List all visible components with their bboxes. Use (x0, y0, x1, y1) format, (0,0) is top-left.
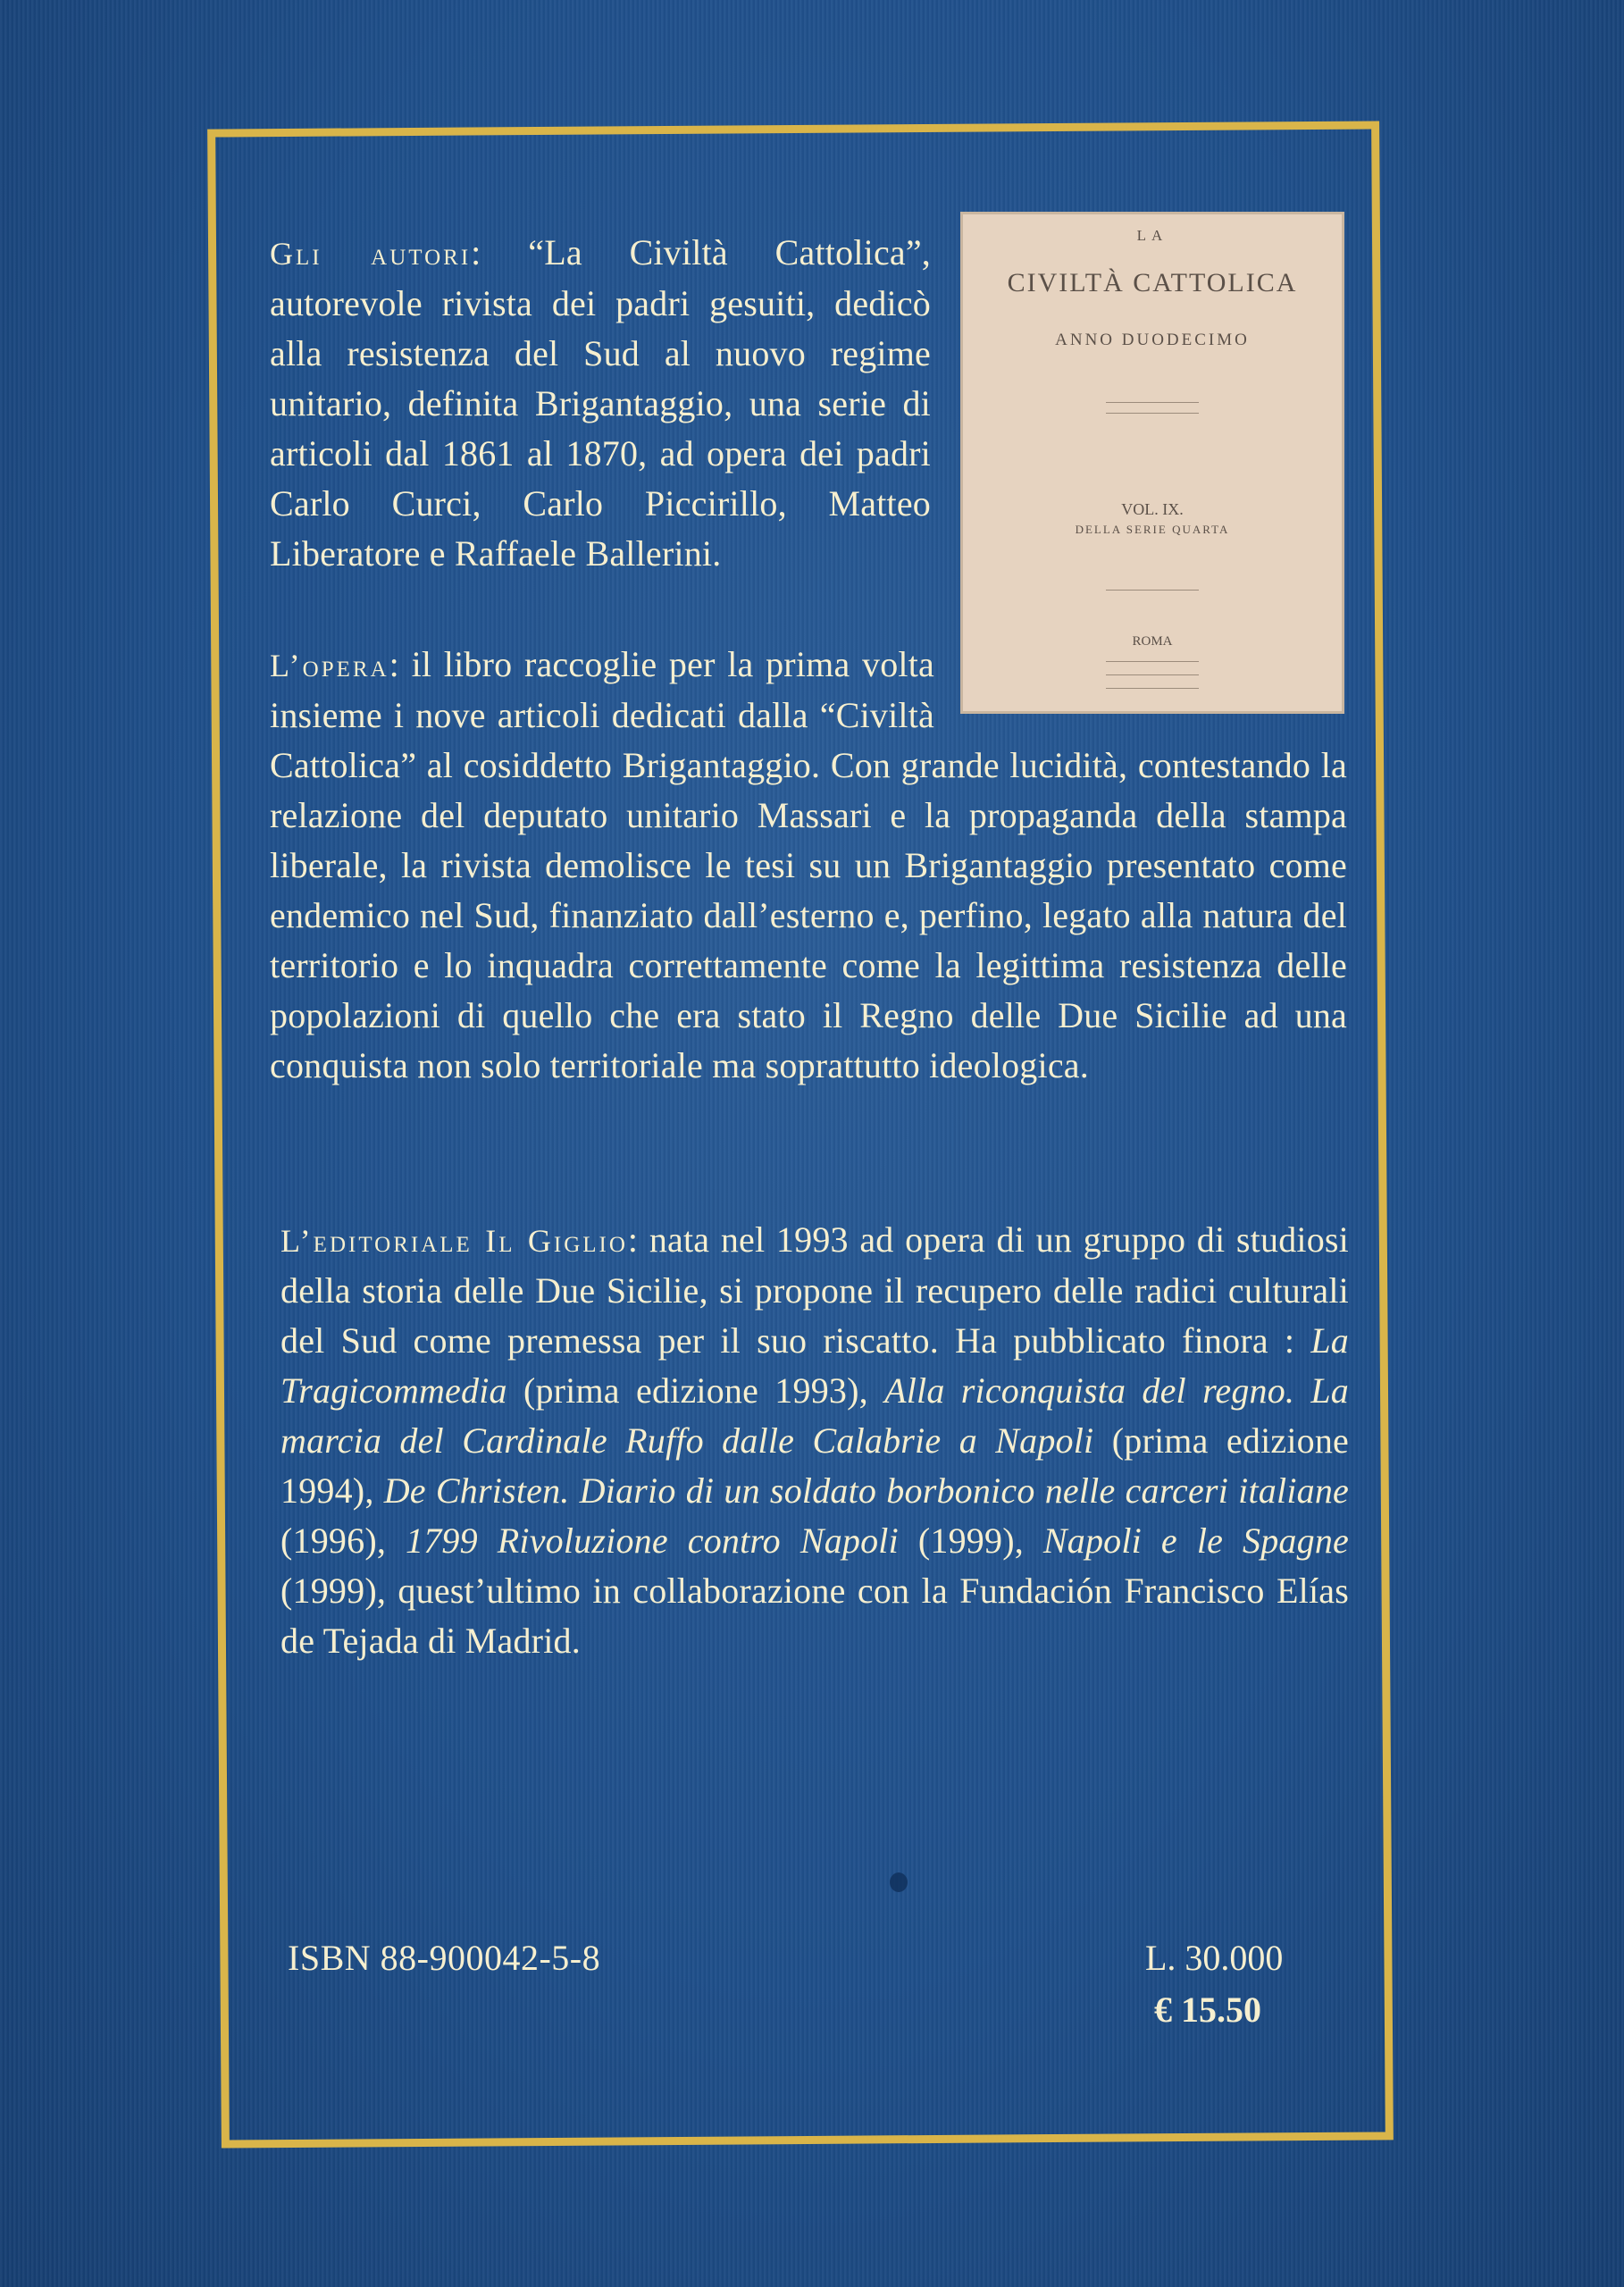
price-lire: L. 30.000 (1145, 1938, 1284, 1978)
thumbnail-title: CIVILTÀ CATTOLICA (1007, 268, 1298, 297)
thumbnail-rule (1106, 413, 1199, 414)
paragraph-autori (270, 228, 931, 579)
book-title-riconquista: Alla riconquista del regno. La marcia del Cardinale Ruffo dalle Calabrie a Napoli (280, 1370, 1349, 1461)
label-editoriale: L’editoriale Il Giglio (280, 1223, 628, 1259)
paragraph-editoriale (280, 1215, 1349, 1666)
book-title-tragicommedia: La Tragicommedia (280, 1320, 1349, 1411)
cover-blemish (890, 1872, 908, 1892)
label-autori: Gli autori (270, 236, 472, 272)
thumbnail-line-la: LA (1136, 227, 1168, 244)
magazine-cover-thumbnail (963, 214, 1342, 711)
label-opera: L’opera (270, 648, 389, 683)
thumbnail-city: ROMA (1132, 634, 1173, 649)
paragraph-opera (270, 640, 1347, 1091)
isbn-number: ISBN 88-900042-5-8 (288, 1938, 601, 1978)
text-editoriale-5: (1999), (898, 1520, 1043, 1561)
book-title-napoli-spagne: Napoli e le Spagne (1042, 1520, 1349, 1561)
thumbnail-series: DELLA SERIE QUARTA (1075, 523, 1230, 536)
book-title-1799: 1799 Rivoluzione contro Napoli (406, 1520, 899, 1561)
text-editoriale-4: (1996), (280, 1520, 406, 1561)
text-editoriale-2: (prima edizione 1993), (506, 1370, 885, 1411)
book-title-de-christen: De Christen. Diario di un soldato borbonico nelle carceri italiane (383, 1470, 1349, 1511)
price-euro: € 15.50 (1154, 1990, 1261, 2030)
text-opera: : il libro raccoglie per la prima volta insieme i nove articoli dedicati dalla “Civiltà Cattolica” al cosiddetto Brigantaggio. Con grande lucidità, contestando la relazione del deputato unitario Massari e la propaganda della stampa liberale, la rivista demolisce le tesi su un Brigantaggio presentato come endemico nel Sud, finanziato dall’esterno e, perfino, legato alla natura del territorio e lo inquadra correttamente come la legittima resistenza delle popolazioni di quello che era stato il Regno delle Due Sicilie ad una conquista non solo territoriale ma soprattutto ideologica. (270, 644, 1347, 1085)
text-editoriale-1: : nata nel 1993 ad opera di un gruppo di studiosi della storia delle Due Sicilie, si propone il recupero delle radici culturali del Sud come premessa per il suo riscatto. Ha pubblicato finora : (280, 1219, 1349, 1361)
thumbnail-wrap-spacer (934, 640, 1347, 740)
thumbnail-subtitle: ANNO DUODECIMO (1055, 331, 1250, 349)
text-editoriale-6: (1999), quest’ultimo in collaborazione con la Fundación Francisco Elías de Tejada di Madrid. (280, 1571, 1349, 1661)
text-autori: : “La Civiltà Cattolica”, autorevole rivista dei padri gesuiti, dedicò alla resistenza del Sud al nuovo regime unitario, definita Brigantaggio, una serie di articoli dal 1861 al 1870, ad opera dei padri Carlo Curci, Carlo Piccirillo, Matteo Liberatore e Raffaele Ballerini. (270, 232, 932, 574)
thumbnail-rule (1106, 590, 1199, 591)
thumbnail-rule (1106, 402, 1199, 403)
thumbnail-volume: VOL. IX. (1121, 500, 1184, 518)
text-editoriale-3: (prima edizione 1994), (280, 1420, 1350, 1511)
